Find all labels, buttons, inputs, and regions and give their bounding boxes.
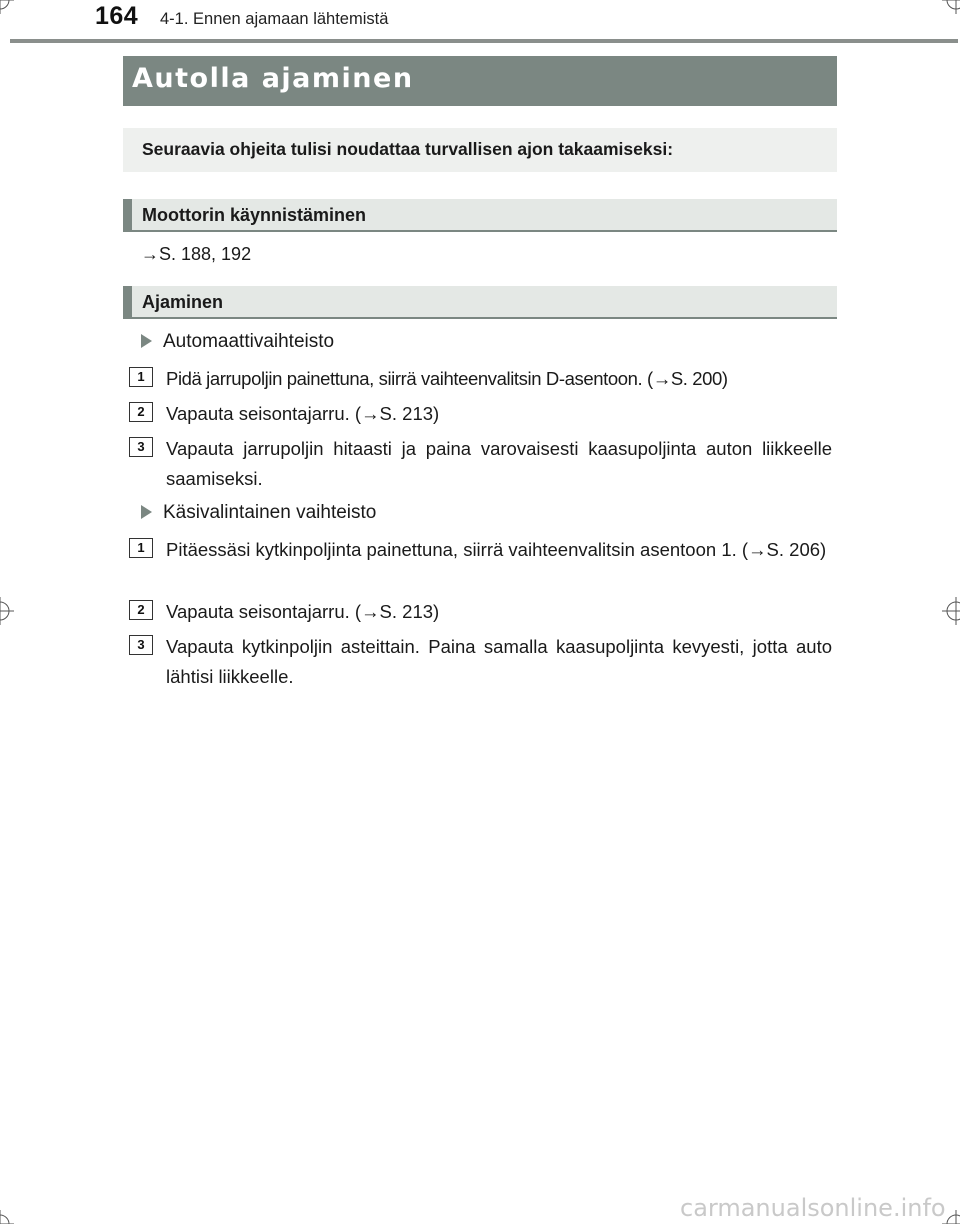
step-item xyxy=(129,632,832,692)
watermark: carmanualsonline.info xyxy=(680,1194,946,1222)
triangle-bullet-icon xyxy=(141,334,152,348)
step-item xyxy=(129,364,832,394)
step-text: Vapauta seisontajarru. (→S. 213) xyxy=(166,601,440,622)
intro-box xyxy=(123,128,837,172)
step-number-badge: 1 xyxy=(129,538,153,558)
triangle-bullet-icon xyxy=(141,505,152,519)
step-item xyxy=(129,434,832,494)
chapter-title: 4-1. Ennen ajamaan lähtemistä xyxy=(160,10,389,28)
step-text: Vapauta seisontajarru. (→S. 213) xyxy=(166,403,440,424)
section-accent-bar xyxy=(123,286,132,317)
step-number-badge: 3 xyxy=(129,437,153,457)
header-divider xyxy=(10,39,958,43)
registration-mark-mid-right xyxy=(942,597,960,625)
step-item xyxy=(129,399,832,429)
step-text: Pitäessäsi kytkinpoljinta painettuna, siirrä vaihteenvalitsin asentoon 1. (→S. 206) xyxy=(166,539,827,560)
page-header xyxy=(0,0,960,44)
page-title: Autolla ajaminen xyxy=(132,63,414,94)
section-heading-engine-start xyxy=(123,199,837,232)
step-number-badge: 3 xyxy=(129,635,153,655)
section-heading-driving xyxy=(123,286,837,319)
step-number-badge: 2 xyxy=(129,402,153,422)
page-title-banner xyxy=(123,56,837,106)
step-number-badge: 2 xyxy=(129,600,153,620)
section-heading-label: Ajaminen xyxy=(142,292,224,312)
step-item xyxy=(129,597,832,627)
subheading-manual xyxy=(141,502,376,524)
step-text: Vapauta jarrupoljin hitaasti ja paina varovaisesti kaasupoljinta auton liikkeelle saamiseksi. xyxy=(166,438,832,489)
registration-mark-bottom-left xyxy=(0,1210,14,1224)
subheading-label: Käsivalintainen vaihteisto xyxy=(163,502,377,523)
subheading-label: Automaattivaihteisto xyxy=(163,331,335,352)
step-number-badge: 1 xyxy=(129,367,153,387)
page-reference: →S. 188, 192 xyxy=(141,244,252,264)
intro-text: Seuraavia ohjeita tulisi noudattaa turvallisen ajon takaamiseksi: xyxy=(142,139,674,159)
section-heading-label: Moottorin käynnistäminen xyxy=(142,205,367,225)
section-accent-bar xyxy=(123,199,132,230)
step-text: Vapauta kytkinpoljin asteittain. Paina samalla kaasupoljinta kevyesti, jotta auto lähtisi liikkeelle. xyxy=(166,636,832,687)
registration-mark-mid-left xyxy=(0,597,14,625)
step-text: Pidä jarrupoljin painettuna, siirrä vaihteenvalitsin D-asentoon. (→S. 200) xyxy=(166,368,728,389)
step-item xyxy=(129,535,832,565)
page-number: 164 xyxy=(95,2,139,30)
subheading-automatic xyxy=(141,331,334,353)
